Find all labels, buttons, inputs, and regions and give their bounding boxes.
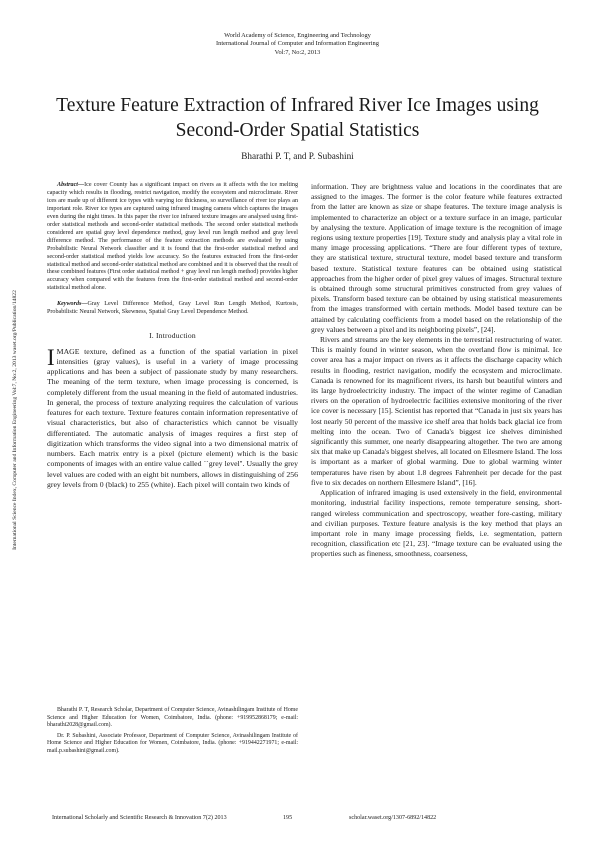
footnote-item: Dr. P. Subashini, Associate Professor, Department of Computer Science, Avinashilingam Institute of Home Science and Higher Education for Women, Coimbatore, India. (phone: +919442271971; e-mail: mail.p.subashini@gmail.com). — [47, 732, 298, 754]
body-paragraph — [311, 335, 562, 488]
side-margin — [0, 0, 30, 842]
body-paragraph-text: Application of infrared imaging is used extensively in the field, environmental monitoring, industrial facility inspections, remote temperature sensing, short-ranged wireless communication and spectroscopy, weather fore-casting, military and civilian purposes. Texture feature analysis is the key method that plays an important role in many image processing fields, i.e. segmentation, pattern recognition, classification etc [21, 23]. “Image texture can be evaluated using the properties such as fineness, smoothness, coarseness, — [311, 488, 562, 559]
paper-title: Texture Feature Extraction of Infrared River Ice Images using Second-Order Spatial Statistics — [56, 95, 539, 141]
journal-header — [0, 32, 595, 57]
body-paragraph-text: Rivers and streams are the key elements in the terrestrial restructuring of water. This is mainly found in winter season, when the overland flow is minimal. Ice cover area has a major impact on rivers as it affects the discharge capacity which results in flooding, restrict navigation, modify the ecosystem and microclimate. Canada is renowned for its magnificent rivers, its harsh but beautiful winters and its large hydroelectricity industry. The impact of the winter regime of Canadian rivers on the operation of hydroelectric facilities extensive monitoring of the river ice cover is necessary [15]. Scientist has reported that “Canada in just six years has lost nearly 50 percent of the massive ice shelf area that holds back glacial ice from melting into the ocean. Two of Canada's biggest ice shelves diminished significantly this summer, one nearly disappearing altogether. The two are among six that make up Canada's biggest shelves, all located on Ellesmere Island. The loss is important as a marker of global warming. Due to global warming winter temperatures have risen by about 1.8 degrees Fahrenheit per decade for the past five to six decades on northern Ellesmere Island”, [16]. — [311, 335, 562, 487]
vertical-index-text: International Science Index, Computer and Information Engineering Vol:7, No:2, 2013 waset.org/Publication/14822 — [12, 290, 18, 550]
body-paragraph: information. They are brightness value and locations in the coordinates that are assigned to the images. The former is the color feature while features extracted from the latter are known as size or shape features. The texture image analysis is implemented to characterize an object or a texture surface in an image, particular by analysing the texture. Application of image texture is the recognition of image regions using texture properties [19]. Texture study and analysis play a vital role in many image processing applications. “There are four different types of texture, they are statistical texture, structural texture, model based texture and transform based texture. Statistical texture features can be obtained using statistical approaches from the higher order of pixel grey values of images. Structural texture is obtained through some structural primitives constructed from grey values of pixels. Transform based texture can be obtained by using statistical measurements from the images transformed with certain methods. Model based texture can be attained by calculating coefficients from a model based on the relationship of the grey values between a pixel and its neighboring pixels”, [24]. — [311, 182, 562, 334]
keywords-paragraph — [47, 301, 298, 317]
intro-text: MAGE texture, defined as a function of the spatial variation in pixel intensities (gray values), is useful in a variety of image processing applications and has been a subject of passionate study by many researchers. The meaning of the term texture, when image processing is concerned, is completely different from the usual meaning in the field of automated industries. In general, the process of texture analyzing requires the calculation of various features for each texture. Texture features contain information representative of visual characteristics, but also of characteristics which cannot be visually differentiated. The automatic analysis of images requires a first step of digitization which transforms the video signal into a two dimensional matrix of numbers. Each matrix entry is a pixel (picture element) which is the basic components of images with an entire value called ``grey level''. Usually the grey level values are coded with an eight bit numbers, allows in distinguishing of 256 grey levels from 0 (black) to 255 (white). Each pixel will contain two kinds of — [47, 346, 298, 489]
abstract-text: Ice cover County has a significant impact on rivers as it affects with the ice melting capacity which results in flooding, restrict navigation, modify the ecosystem and microclimate. River ices are made up of different ice types with varying ice thickness, so surveillance of river ice plays an important role. River ice types are captured using infrared imaging camera which captures the images even during the night times. In this paper the river ice infrared texture images are analysed using first-order statistical methods and second-order statistical methods. The second order statistical methods considered are spatial gray level dependence method, gray level run length method and gray level difference method. The performance of the feature extraction methods are evaluated by using Probabilistic Neural Network classifier and it is found that the first-order statistical method and second-order statistical method yields low accuracy. So the features extracted from the first-order statistical method and second-order statistical method are combined and it is observed that the result of these combined features (First order statistical method + gray level run length method) provides higher accuracy when compared with the features from the first-order statistical method and second-order statistical method alone. — [47, 182, 298, 292]
journal-header-line3: Vol:7, No:2, 2013 — [274, 48, 321, 56]
author-line: Bharathi P. T, and P. Subashini — [241, 151, 354, 161]
journal-header-line2: International Journal of Computer and Information Engineering — [216, 40, 379, 48]
abstract-paragraph — [47, 182, 298, 293]
footer-url: scholar.waset.org/1307-6892/14822 — [349, 815, 437, 821]
intro-paragraph — [47, 344, 298, 491]
author-footnotes — [47, 707, 298, 758]
right-column — [311, 182, 562, 560]
keywords-label: Keywords— — [57, 301, 88, 308]
journal-header-line1: World Academy of Science, Engineering and Technology — [224, 32, 371, 39]
footer-publisher: International Scholarly and Scientific Research & Innovation 7(2) 2013 — [52, 815, 227, 821]
body-paragraph — [311, 488, 562, 559]
drop-cap: I — [47, 344, 55, 370]
page-number: 195 — [283, 815, 293, 821]
section-heading: I. Introduction — [149, 331, 196, 341]
abstract-block — [47, 182, 298, 317]
footnote-item: Bharathi P. T, Research Scholar, Department of Computer Science, Avinashilingam Institute of Home Science and Higher Education for Women, Coimbatore, India. (phone: +919952868179; e-mail: bharathi2028@gmail.com). — [47, 707, 298, 728]
left-column — [47, 182, 298, 490]
keywords-text: Gray Level Difference Method, Gray Level Run Length Method, Kurtosis, Probabilistic Neural Network, Skewness, Spatial Gray Level Dependence Method. — [47, 301, 298, 316]
abstract-label: Abstract— — [57, 182, 85, 188]
